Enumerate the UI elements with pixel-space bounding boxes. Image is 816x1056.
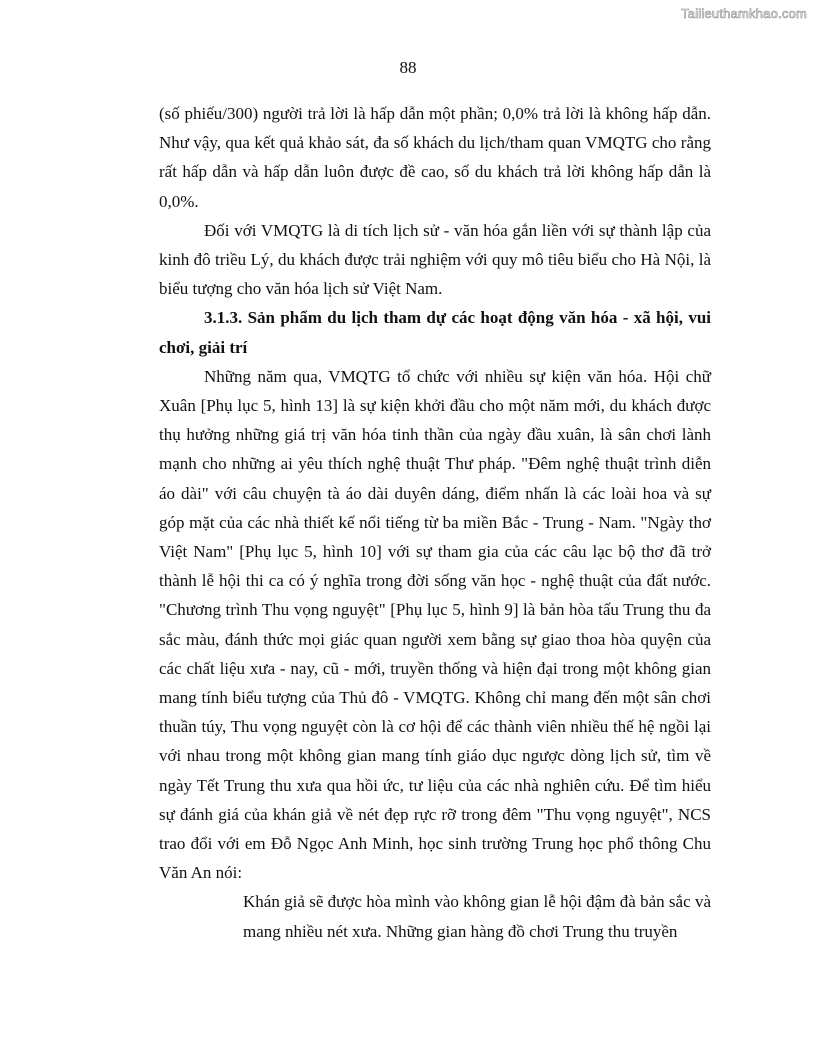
watermark: Tailieuthamkhao.com	[681, 6, 807, 21]
page-number: 88	[399, 58, 417, 77]
paragraph-historical-site: Đối với VMQTG là di tích lịch sử - văn hóa gắn liền với sự thành lập của kinh đô triều Lý, du khách được trải nghiệm với quy mô tiêu biểu cho Hà Nội, là biểu tượng cho văn hóa lịch sử Việt Nam.	[159, 220, 711, 299]
paragraph-survey-result: (số phiếu/300) người trả lời là hấp dẫn một phần; 0,0% trả lời là không hấp dẫn. Như vậy, qua kết quả khảo sát, đa số khách du lịch/tham quan VMQTG cho rằng rất hấp dẫn và hấp dẫn luôn được đề cao, số du khách trả lời không hấp dẫn là 0,0%.	[159, 104, 711, 211]
quote-block: Khán giả sẽ được hòa mình vào không gian lễ hội đậm đà bản sắc và mang nhiều nét xưa. Những gian hàng đồ chơi Trung thu truyền	[243, 892, 711, 941]
document-body	[159, 99, 711, 946]
paragraph-cultural-events: Những năm qua, VMQTG tổ chức với nhiều sự kiện văn hóa. Hội chữ Xuân [Phụ lục 5, hình 13] là sự kiện khởi đầu cho một năm mới, du khách được thụ hưởng những giá trị văn hóa tinh thần của ngày đầu xuân, là sân chơi lành mạnh cho những ai yêu thích nghệ thuật Thư pháp. "Đêm nghệ thuật trình diễn áo dài" với câu chuyện tà áo dài duyên dáng, điểm nhấn là các loài hoa và sự góp mặt của các nhà thiết kế nổi tiếng từ ba miền Bắc - Trung - Nam. "Ngày thơ Việt Nam" [Phụ lục 5, hình 10] với sự tham gia của các câu lạc bộ thơ đã trở thành lễ hội thi ca có ý nghĩa trong đời sống văn học - nghệ thuật của đất nước. "Chương trình Thu vọng nguyệt" [Phụ lục 5, hình 9] là bản hòa tấu Trung thu đa sắc màu, đánh thức mọi giác quan người xem bằng sự giao thoa hòa quyện của các chất liệu xưa - nay, cũ - mới, truyền thống và hiện đại trong một không gian mang tính biểu tượng của Thủ đô - VMQTG. Không chỉ mang đến một sân chơi thuần túy, Thu vọng nguyệt còn là cơ hội để các thành viên nhiều thế hệ ngồi lại với nhau trong một không gian mang tính giáo dục ngược dòng lịch sử, tìm về ngày Tết Trung thu xưa qua hồi ức, tư liệu của các nhà nghiên cứu. Để tìm hiểu sự đánh giá của khán giả về nét đẹp rực rỡ trong đêm "Thu vọng nguyệt", NCS trao đổi với em Đỗ Ngọc Anh Minh, học sinh trường Trung học phổ thông Chu Văn An nói:	[159, 366, 711, 883]
section-heading: 3.1.3. Sản phẩm du lịch tham dự các hoạt động văn hóa - xã hội, vui chơi, giải trí	[159, 308, 711, 357]
